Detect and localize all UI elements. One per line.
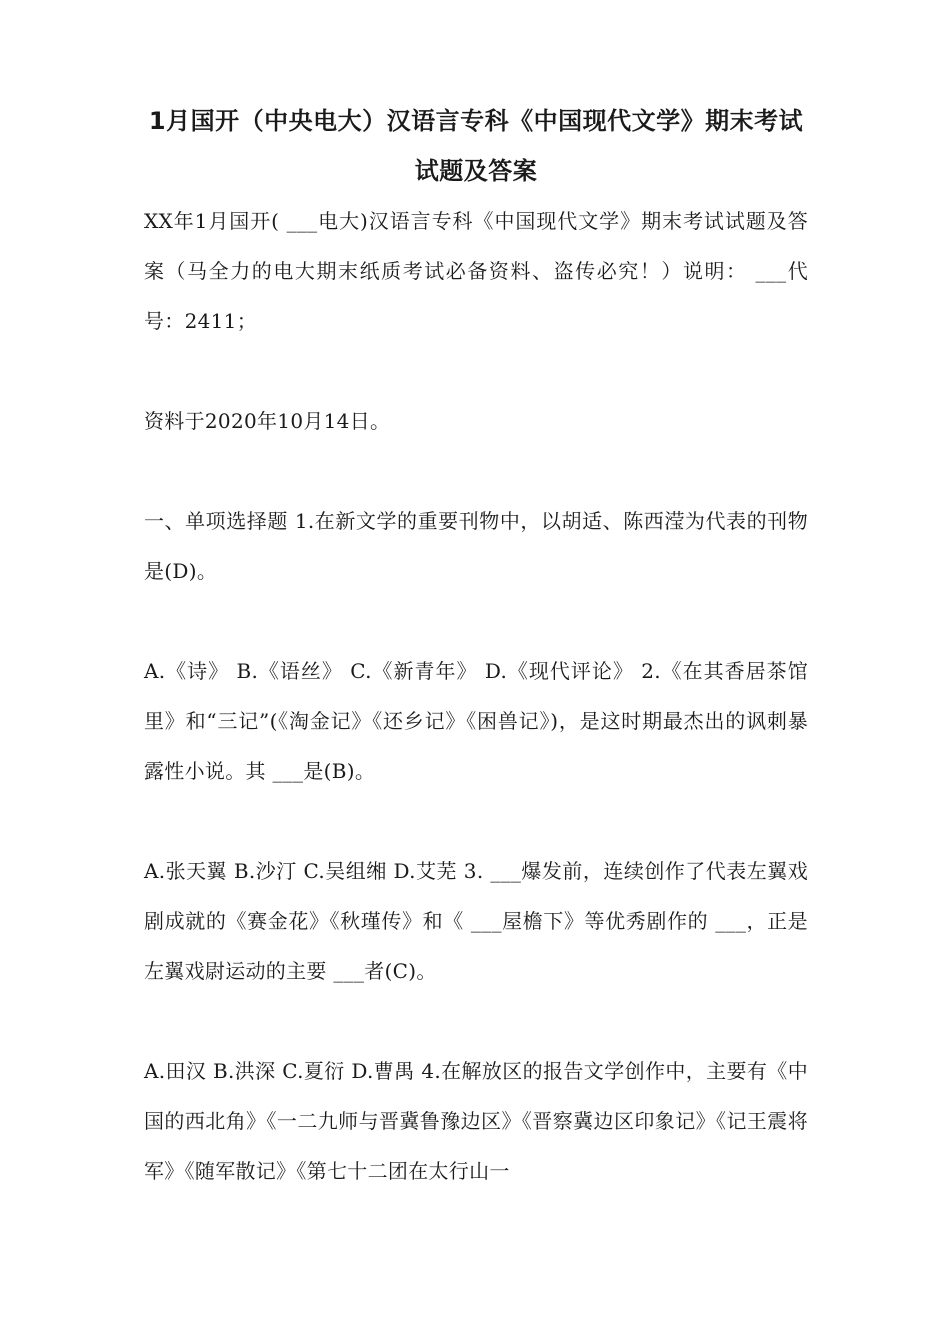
date-paragraph: 资料于2020年10月14日。: [144, 409, 391, 433]
document-page: [144, 96, 808, 1196]
intro-paragraph: XX年1月国开( ___电大)汉语言专科《中国现代文学》期末考试试题及答案（马全力的电大期末纸质考试必备资料、盗传必究！）说明： ___代号：2411；: [144, 209, 808, 333]
options-2-question-3-paragraph: A.张天翼 B.沙汀 C.吴组缃 D.艾芜 3. ___爆发前，连续创作了代表左翼戏剧成就的《赛金花》《秋瑾传》和《 ___屋檐下》等优秀剧作的 ___，正是左翼戏尉运动的主要 ___者(C)。: [144, 859, 808, 983]
paragraph-gap: [144, 346, 808, 396]
options-1-question-2-paragraph: A.《诗》 B.《语丝》 C.《新青年》 D.《现代评论》 2.《在其香居茶馆里》和“三记”(《淘金记》《还乡记》《困兽记》)，是这时期最杰出的讽刺暴露性小说。其 ___是(B)。: [144, 659, 808, 783]
options-3-question-4-paragraph: A.田汉 B.洪深 C.夏衍 D.曹禺 4.在解放区的报告文学创作中，主要有《中国的西北角》《一二九师与晋冀鲁豫边区》《晋察冀边区印象记》《记王震将军》《随军散记》《第七十二团在太行山一: [144, 1059, 808, 1183]
paragraph-gap: [144, 446, 808, 496]
paragraph-gap: [144, 996, 808, 1046]
paragraph-gap: [144, 596, 808, 646]
paragraph-gap: [144, 796, 808, 846]
question-1-paragraph: 一、单项选择题 1.在新文学的重要刊物中，以胡适、陈西滢为代表的刊物是(D)。: [144, 509, 808, 583]
document-title: 1月国开（中央电大）汉语言专科《中国现代文学》期末考试试题及答案: [148, 107, 804, 185]
